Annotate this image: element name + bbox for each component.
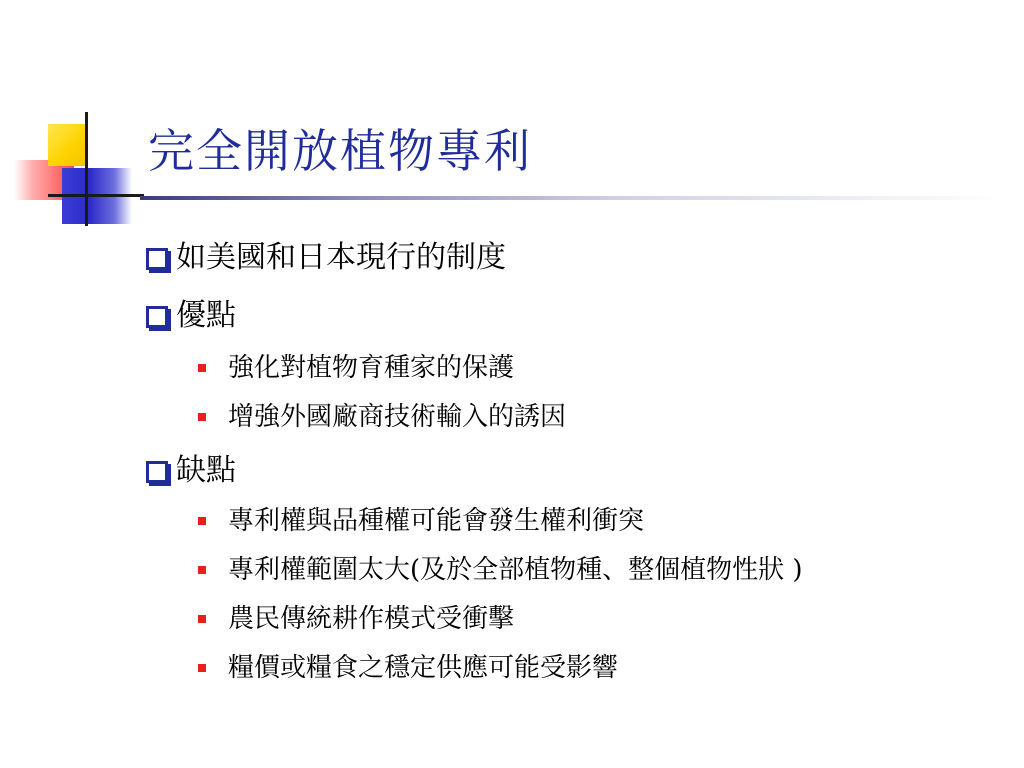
bullet-level1: [146, 240, 506, 275]
bullet-level2: [198, 355, 514, 381]
bullet-text: 專利權與品種權可能會發生權利衝突: [228, 506, 645, 536]
bullet-text: 優點: [176, 298, 236, 333]
bullet-text: 專利權範圍太大(及於全部植物種、整個植物性狀 ): [228, 555, 803, 585]
red-square-bullet-icon: [198, 413, 206, 421]
bullet-level2: [198, 606, 514, 632]
bullet-level2: [198, 508, 644, 534]
bullet-text: 增強外國廠商技術輸入的誘因: [228, 402, 567, 432]
bullet-text: 糧價或糧食之穩定供應可能受影響: [228, 653, 619, 683]
bullet-text: 強化對植物育種家的保護: [228, 353, 515, 383]
bullet-level1: [146, 453, 236, 488]
bullet-level2: [198, 557, 803, 583]
bullet-text: 如美國和日本現行的制度: [176, 240, 506, 275]
bullet-text: 農民傳統耕作模式受衝擊: [228, 604, 515, 634]
slide-title: 完全開放植物專利: [148, 124, 532, 178]
square-bullet-icon: [146, 248, 168, 270]
red-square-bullet-icon: [198, 566, 206, 574]
bullet-text: 缺點: [176, 453, 236, 488]
square-bullet-icon: [146, 306, 168, 328]
bullet-level1: [146, 298, 236, 333]
red-square-bullet-icon: [198, 615, 206, 623]
red-square-bullet-icon: [198, 517, 206, 525]
bullet-level2: [198, 404, 566, 430]
red-square-bullet-icon: [198, 664, 206, 672]
bullet-level2: [198, 655, 618, 681]
red-square-bullet-icon: [198, 364, 206, 372]
square-bullet-icon: [146, 461, 168, 483]
